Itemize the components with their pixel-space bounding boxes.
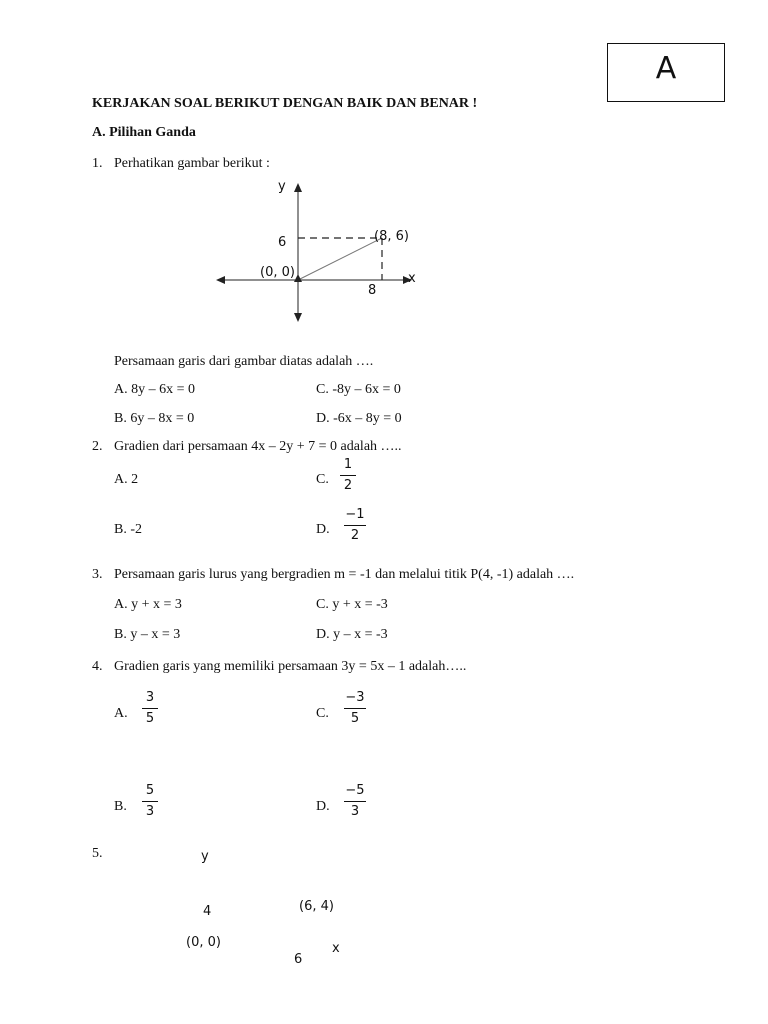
q2-option-c-label[interactable]: C. bbox=[316, 472, 329, 487]
fraction-numerator: −5 bbox=[345, 783, 365, 798]
q1-text: Perhatikan gambar berikut : bbox=[114, 156, 270, 171]
section-title: A. Pilihan Ganda bbox=[92, 125, 196, 140]
q1-y-axis-down-arrow bbox=[294, 313, 302, 322]
q1-graph bbox=[200, 170, 430, 330]
q1-x-axis-left-arrow bbox=[216, 276, 225, 284]
q4-option-d-label[interactable]: D. bbox=[316, 799, 330, 814]
fraction-bar bbox=[344, 708, 366, 709]
q1-x-label: x bbox=[408, 271, 416, 286]
q3-number: 3. bbox=[92, 567, 103, 582]
q1-number: 1. bbox=[92, 156, 103, 171]
fraction-denominator: 2 bbox=[350, 528, 360, 543]
q2-option-c-fraction bbox=[340, 456, 356, 495]
fraction-bar bbox=[344, 801, 366, 802]
q1-question: Persamaan garis dari gambar diatas adalah …. bbox=[114, 354, 374, 369]
q1-point-label: (8, 6) bbox=[374, 229, 409, 244]
q2-number: 2. bbox=[92, 439, 103, 454]
q5-y-tick: 4 bbox=[203, 904, 212, 919]
q1-line bbox=[298, 238, 382, 280]
q2-option-a[interactable]: A. 2 bbox=[114, 472, 139, 487]
q1-y-axis-up-arrow bbox=[294, 183, 302, 192]
q2-text: Gradien dari persamaan 4x – 2y + 7 = 0 adalah ….. bbox=[114, 439, 402, 454]
q4-number: 4. bbox=[92, 659, 103, 674]
q4-option-a-fraction bbox=[142, 689, 158, 728]
q1-origin-marker bbox=[294, 274, 302, 282]
instruction-heading: KERJAKAN SOAL BERIKUT DENGAN BAIK DAN BENAR ! bbox=[92, 96, 478, 111]
fraction-numerator: 5 bbox=[145, 783, 155, 798]
q3-option-a[interactable]: A. y + x = 3 bbox=[114, 597, 182, 612]
q5-y-label: y bbox=[201, 849, 209, 864]
q1-option-d[interactable]: D. -6x – 8y = 0 bbox=[316, 411, 402, 426]
q3-option-d[interactable]: D. y – x = -3 bbox=[316, 627, 388, 642]
q3-option-b[interactable]: B. y – x = 3 bbox=[114, 627, 181, 642]
fraction-denominator: 3 bbox=[350, 804, 360, 819]
q1-option-a[interactable]: A. 8y – 6x = 0 bbox=[114, 382, 196, 397]
q5-x-label: x bbox=[332, 941, 340, 956]
q4-text: Gradien garis yang memiliki persamaan 3y = 5x – 1 adalah….. bbox=[114, 659, 467, 674]
fraction-denominator: 5 bbox=[145, 711, 155, 726]
fraction-bar bbox=[142, 801, 158, 802]
fraction-denominator: 3 bbox=[145, 804, 155, 819]
fraction-numerator: 1 bbox=[343, 457, 353, 472]
exam-version-box: A bbox=[607, 43, 725, 102]
q5-point-label: (6, 4) bbox=[299, 899, 334, 914]
q2-option-b[interactable]: B. -2 bbox=[114, 522, 142, 537]
fraction-numerator: −3 bbox=[345, 690, 365, 705]
q4-option-c-fraction bbox=[344, 689, 366, 728]
q1-origin-label: (0, 0) bbox=[260, 265, 295, 280]
q5-number: 5. bbox=[92, 846, 103, 861]
fraction-numerator: 3 bbox=[145, 690, 155, 705]
q1-option-c[interactable]: C. -8y – 6x = 0 bbox=[316, 382, 401, 397]
q4-option-d-fraction bbox=[344, 782, 366, 821]
fraction-numerator: −1 bbox=[345, 507, 365, 522]
q4-option-a-label[interactable]: A. bbox=[114, 706, 128, 721]
q2-option-d-label[interactable]: D. bbox=[316, 522, 330, 537]
fraction-bar bbox=[142, 708, 158, 709]
q4-option-b-fraction bbox=[142, 782, 158, 821]
fraction-bar bbox=[340, 475, 356, 476]
fraction-denominator: 2 bbox=[343, 478, 353, 493]
q1-y-tick: 6 bbox=[278, 235, 287, 250]
fraction-bar bbox=[344, 525, 366, 526]
q1-option-b[interactable]: B. 6y – 8x = 0 bbox=[114, 411, 195, 426]
q5-x-tick: 6 bbox=[294, 952, 303, 967]
q3-text: Persamaan garis lurus yang bergradien m = -1 dan melalui titik P(4, -1) adalah …. bbox=[114, 567, 575, 582]
fraction-denominator: 5 bbox=[350, 711, 360, 726]
q5-origin-label: (0, 0) bbox=[186, 935, 221, 950]
q1-y-label: y bbox=[278, 179, 286, 194]
q2-option-d-fraction bbox=[344, 506, 366, 545]
q3-option-c[interactable]: C. y + x = -3 bbox=[316, 597, 388, 612]
q1-x-tick: 8 bbox=[368, 283, 377, 298]
q4-option-c-label[interactable]: C. bbox=[316, 706, 329, 721]
q4-option-b-label[interactable]: B. bbox=[114, 799, 127, 814]
